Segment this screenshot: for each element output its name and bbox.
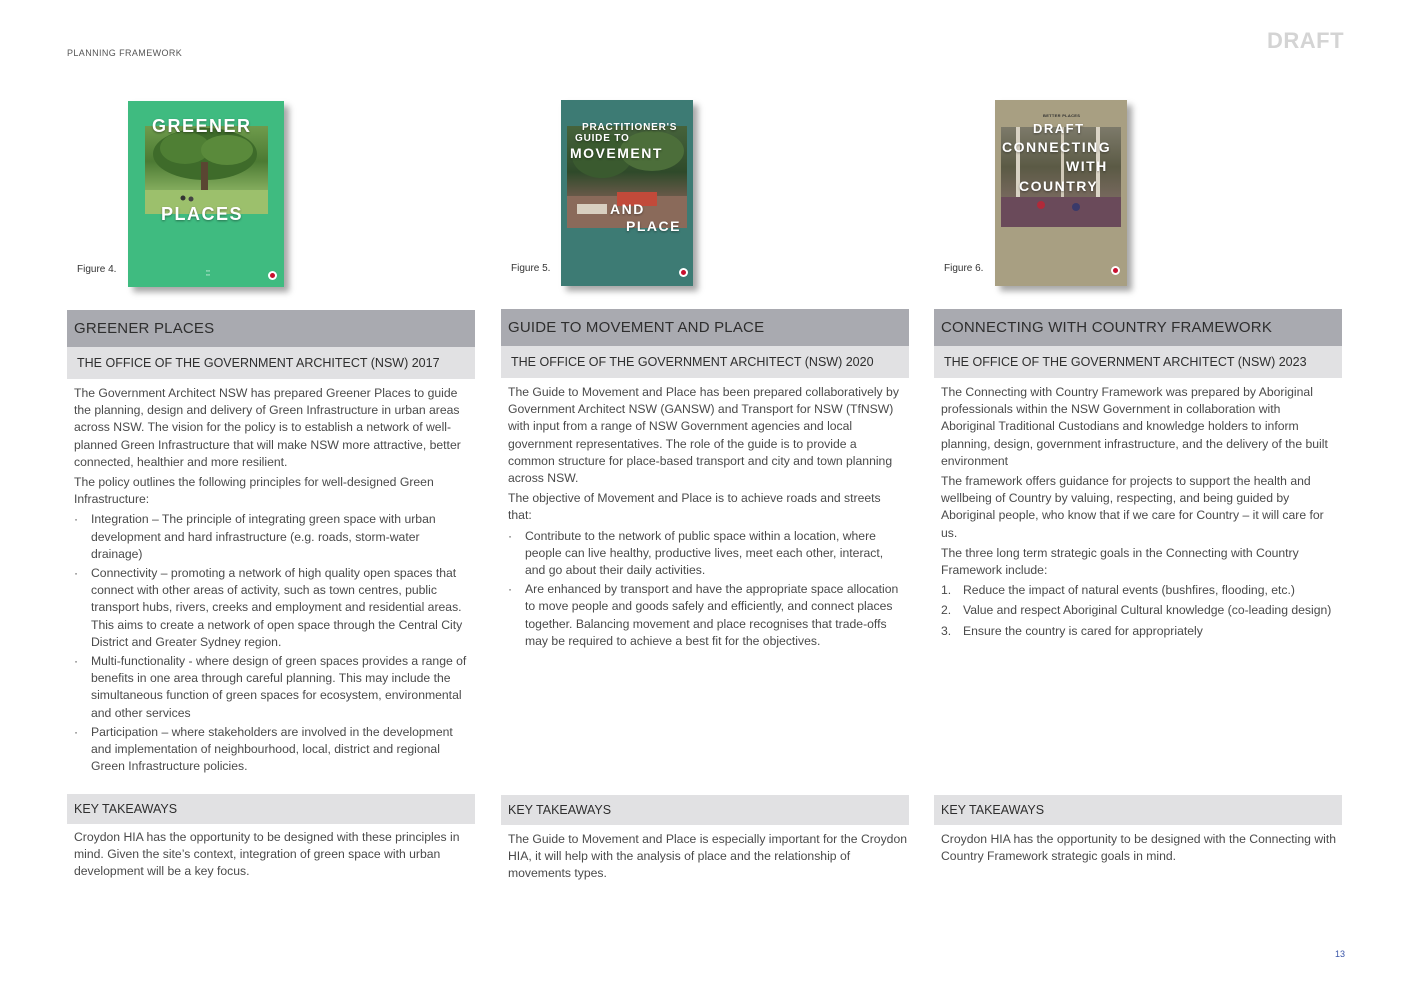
movement-title-line4: AND	[610, 201, 645, 217]
draft-watermark: DRAFT	[1267, 28, 1345, 53]
connecting-country-cover-image	[995, 100, 1127, 286]
govt-architect-mark: ▪▪▪ ▪▪▪	[206, 269, 210, 277]
country-title-line2: CONNECTING	[1002, 139, 1112, 155]
greener-places-cover-image	[128, 101, 284, 287]
movement-title-line5: PLACE	[626, 218, 681, 234]
country-title-line1: DRAFT	[1033, 121, 1085, 136]
list-item: · Multi-functionality - where design of green spaces provides a range of benefits in one area through careful planning. This may include the simultaneous function of green spaces for ecosystem, environmental and other services	[74, 653, 468, 722]
movement-place-cover-image	[561, 100, 693, 286]
paragraph: The Connecting with Country Framework was prepared by Aboriginal professionals within the NSW Government in collaboration with Aboriginal Traditional Custodians and knowledge holders to inform planning, design, government infrastructure, and the delivery of the built environment	[941, 385, 1328, 468]
section-subtitle: THE OFFICE OF THE GOVERNMENT ARCHITECT (NSW) 2023	[934, 346, 1342, 378]
paragraph: The three long term strategic goals in the Connecting with Country Framework include:	[941, 545, 1299, 578]
list-item: · Connectivity – promoting a network of high quality open spaces that connect with other areas of activity, such as town centres, public transport hubs, rivers, creeks and employment and residential areas. This aims to create a network of open space through the Central City District and Greater Sydney region.	[74, 565, 468, 651]
figure-5-label: Figure 5.	[511, 263, 551, 274]
list-number: 3.	[941, 623, 952, 638]
key-takeaways-heading: KEY TAKEAWAYS	[934, 795, 1342, 825]
key-takeaways-text: The Guide to Movement and Place is especially important for the Croydon HIA, it will help with the analysis of place and the relationship of movements types.	[508, 832, 908, 881]
figure-6-label: Figure 6.	[944, 263, 984, 274]
list-text: Reduce the impact of natural events (bushfires, flooding, etc.)	[963, 583, 1295, 598]
nsw-logo-icon	[679, 268, 688, 277]
list-text: Ensure the country is cared for appropriately	[963, 623, 1203, 638]
list-item: · Integration – The principle of integrating green space with urban development and hard infrastructure (e.g. roads, storm-water drainage)	[74, 511, 468, 563]
objectives-list	[508, 528, 902, 650]
greener-title-bottom: PLACES	[161, 204, 244, 224]
list-item	[941, 602, 1335, 619]
paragraph: The Guide to Movement and Place has been prepared collaboratively by Government Architect NSW (GANSW) and Transport for NSW (TfNSW) with input from a range of NSW Government agencies and local government representatives. The role of the guide is to provide a common structure for place-based transport and city and town planning across NSW.	[508, 385, 899, 486]
key-takeaways-heading: KEY TAKEAWAYS	[67, 794, 475, 824]
paragraph: The Government Architect NSW has prepared Greener Places to guide the planning, design and delivery of Green Infrastructure in urban areas across NSW. The vision for the policy is to establish a network of well-planned Green Infrastructure that will make NSW more attractive, better connected, healthier and more resilient.	[74, 386, 461, 469]
section-header: PLANNING FRAMEWORK	[67, 48, 183, 58]
section-subtitle: THE OFFICE OF THE GOVERNMENT ARCHITECT (NSW) 2020	[501, 346, 909, 378]
paragraph: The framework offers guidance for projects to support the health and wellbeing of Country by valuing, respecting, and being guided by Aboriginal people, who know that if we care for Country – it will care for us.	[941, 474, 1324, 540]
list-item: · Participation – where stakeholders are involved in the development and implementation of neighbourhood, local, district and regional Green Infrastructure policies.	[74, 724, 468, 776]
figure-4-label: Figure 4.	[77, 264, 117, 275]
list-item	[941, 623, 1335, 640]
country-title-line3: WITH	[1066, 158, 1108, 174]
nsw-logo-icon	[1111, 266, 1120, 275]
country-kicker: BETTER PLACES	[1043, 113, 1081, 118]
list-item: · Are enhanced by transport and have the appropriate space allocation to move people and goods safely and efficiently, and connect places together. Balancing movement and place recognises that trade-offs may be required to achieve a best fit for the objectives.	[508, 581, 902, 650]
nsw-logo-icon	[268, 271, 277, 280]
greener-places-section	[67, 310, 475, 777]
list-number: 2.	[941, 603, 952, 618]
paragraph: The objective of Movement and Place is to achieve roads and streets that:	[508, 491, 881, 523]
key-takeaways-text: Croydon HIA has the opportunity to be designed with the Connecting with Country Framework strategic goals in mind.	[941, 832, 1336, 864]
section-body	[67, 379, 475, 775]
movement-title-line2: GUIDE TO	[575, 133, 630, 144]
list-text: Value and respect Aboriginal Cultural knowledge (co-leading design)	[963, 603, 1332, 618]
key-takeaways-text: Croydon HIA has the opportunity to be designed with these principles in mind. Given the site’s context, integration of green space with urban development will be a key focus.	[74, 830, 460, 879]
page-number: 13	[1335, 949, 1346, 959]
list-item	[941, 582, 1335, 599]
goals-list	[941, 582, 1335, 640]
movement-place-section	[501, 309, 909, 652]
paragraph: The policy outlines the following principles for well-designed Green Infrastructure:	[74, 475, 434, 507]
section-title: GREENER PLACES	[67, 310, 475, 347]
section-title: CONNECTING WITH COUNTRY FRAMEWORK	[934, 309, 1342, 346]
connecting-country-section	[934, 309, 1342, 643]
list-item: · Contribute to the network of public space within a location, where people can live healthy, productive lives, meet each other, interact, and go about their daily activities.	[508, 528, 902, 580]
movement-title-line3: MOVEMENT	[570, 145, 663, 161]
country-title-line4: COUNTRY	[1019, 178, 1099, 194]
section-body	[501, 378, 909, 650]
greener-title-top: GREENER	[152, 116, 252, 136]
section-subtitle: THE OFFICE OF THE GOVERNMENT ARCHITECT (NSW) 2017	[67, 347, 475, 379]
section-title: GUIDE TO MOVEMENT AND PLACE	[501, 309, 909, 346]
principles-list	[74, 511, 468, 775]
list-number: 1.	[941, 583, 952, 598]
section-body	[934, 378, 1342, 640]
key-takeaways-heading: KEY TAKEAWAYS	[501, 795, 909, 825]
movement-title-line1: PRACTITIONER'S	[582, 122, 678, 133]
